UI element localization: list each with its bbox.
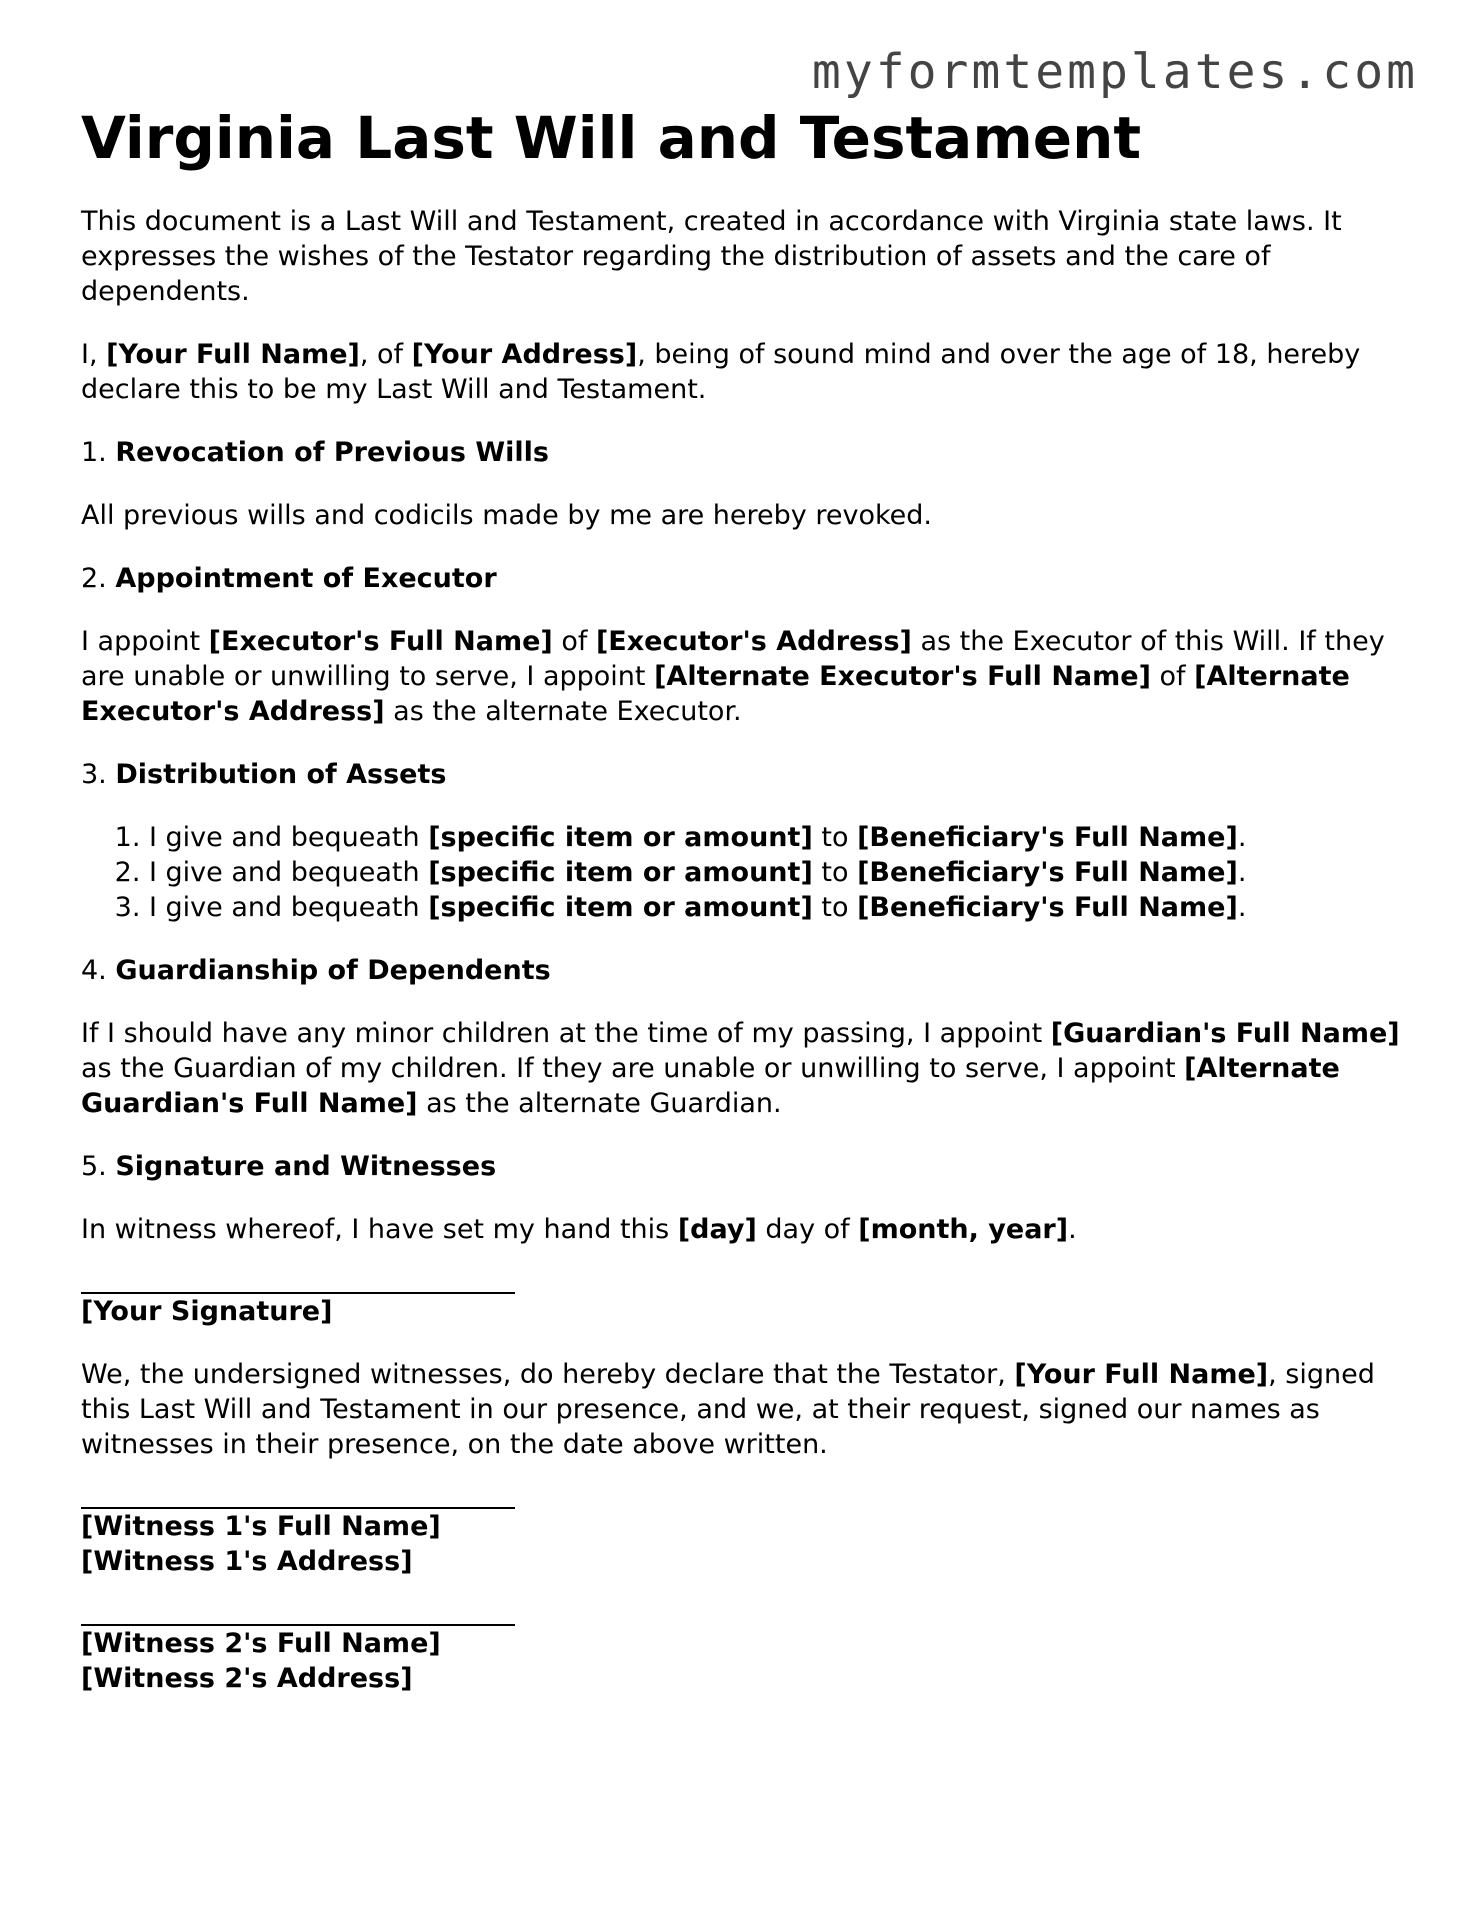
declaration-text: I, xyxy=(81,338,107,370)
bequest-text: . xyxy=(1237,856,1247,888)
bequest-text: I give and bequeath xyxy=(149,856,429,888)
section-number: 4. xyxy=(81,954,116,986)
executor-name-placeholder: [Executor's Full Name] xyxy=(208,625,553,657)
declaration-text: , of xyxy=(359,338,412,370)
witness-2-name: [Witness 2's Full Name] xyxy=(81,1627,441,1659)
witness-statement-text: We, the undersigned witnesses, do hereby declare that the Testator, xyxy=(81,1358,1015,1390)
witness-statement-text: , signed this Last Will and Testament in our presence, and we, at their request, signed our names as witnesses in their presence, on the date above written. xyxy=(81,1358,1375,1460)
section-number: 1. xyxy=(81,436,116,468)
section-number: 3. xyxy=(81,758,116,790)
executor-text: of xyxy=(1150,660,1195,692)
guardianship-text: If I should have any minor children at the time of my passing, I appoint xyxy=(81,1017,1051,1049)
executor-text: as the alternate Executor. xyxy=(384,695,742,727)
day-placeholder: [day] xyxy=(677,1213,757,1245)
section-title: Signature and Witnesses xyxy=(115,1150,497,1182)
guardianship-paragraph xyxy=(81,1016,1411,1121)
list-item xyxy=(149,890,1411,925)
list-item xyxy=(149,855,1411,890)
witness-2-address: [Witness 2's Address] xyxy=(81,1662,413,1694)
signature-text: day of xyxy=(756,1213,859,1245)
witness-whereof-paragraph xyxy=(81,1212,1411,1247)
intro-paragraph: This document is a Last Will and Testament, created in accordance with Virginia state laws. It expresses the wishes of the Testator regarding the distribution of assets and the care of dependents. xyxy=(81,205,1342,307)
bequest-text: . xyxy=(1237,821,1247,853)
watermark: myformtemplates.com xyxy=(811,44,1418,100)
executor-text: as the Executor of this Will. If they are unable or unwilling to serve, I appoint xyxy=(81,625,1385,692)
list-item xyxy=(149,820,1411,855)
item-placeholder: [specific item or amount] xyxy=(428,856,813,888)
executor-text: of xyxy=(552,625,596,657)
bequest-list xyxy=(81,820,1411,925)
witness-statement-paragraph xyxy=(81,1357,1411,1462)
witness-1-name: [Witness 1's Full Name] xyxy=(81,1510,441,1542)
bequest-text: to xyxy=(812,891,858,923)
bequest-text: . xyxy=(1237,891,1247,923)
executor-address-placeholder: [Executor's Address] xyxy=(595,625,912,657)
section-number: 2. xyxy=(81,562,116,594)
alternate-guardian-name-placeholder: [Alternate Guardian's Full Name] xyxy=(81,1052,1340,1119)
testator-name-placeholder: [Your Full Name] xyxy=(106,338,360,370)
guardian-name-placeholder: [Guardian's Full Name] xyxy=(1050,1017,1400,1049)
alternate-executor-address-placeholder: [Alternate Executor's Address] xyxy=(81,660,1350,727)
beneficiary-placeholder: [Beneficiary's Full Name] xyxy=(857,856,1238,888)
testator-name-placeholder: [Your Full Name] xyxy=(1014,1358,1269,1390)
section-title: Appointment of Executor xyxy=(115,562,497,594)
guardianship-text: as the alternate Guardian. xyxy=(417,1087,782,1119)
witness-1-address: [Witness 1's Address] xyxy=(81,1545,413,1577)
guardianship-text: as the Guardian of my children. If they are unable or unwilling to serve, I appoint xyxy=(81,1052,1185,1084)
section-heading-guardianship xyxy=(81,953,1411,988)
section-title: Revocation of Previous Wills xyxy=(115,436,549,468)
executor-paragraph xyxy=(81,624,1411,729)
bequest-text: to xyxy=(812,821,858,853)
section-heading-signature xyxy=(81,1149,1411,1184)
bequest-text: I give and bequeath xyxy=(149,821,429,853)
document-page xyxy=(81,104,1411,1696)
section-title: Guardianship of Dependents xyxy=(115,954,551,986)
item-placeholder: [specific item or amount] xyxy=(428,891,813,923)
section-number: 5. xyxy=(81,1150,116,1182)
executor-text: I appoint xyxy=(81,625,209,657)
beneficiary-placeholder: [Beneficiary's Full Name] xyxy=(857,821,1238,853)
bequest-text: I give and bequeath xyxy=(149,891,429,923)
declaration-text: , being of sound mind and over the age of 18, hereby declare this to be my Last Will and Testament. xyxy=(81,338,1361,405)
declaration-paragraph xyxy=(81,337,1411,407)
month-year-placeholder: [month, year] xyxy=(858,1213,1069,1245)
testator-signature-label: [Your Signature] xyxy=(81,1295,333,1327)
beneficiary-placeholder: [Beneficiary's Full Name] xyxy=(857,891,1238,923)
signature-text: . xyxy=(1068,1213,1077,1245)
testator-address-placeholder: [Your Address] xyxy=(411,338,638,370)
section-heading-revocation xyxy=(81,435,1411,470)
bequest-text: to xyxy=(812,856,858,888)
section-heading-distribution xyxy=(81,757,1411,792)
signature-text: In witness whereof, I have set my hand this xyxy=(81,1213,678,1245)
page-title: Virginia Last Will and Testament xyxy=(81,104,1142,172)
item-placeholder: [specific item or amount] xyxy=(428,821,813,853)
section-title: Distribution of Assets xyxy=(115,758,447,790)
section-heading-executor xyxy=(81,561,1411,596)
alternate-executor-name-placeholder: [Alternate Executor's Full Name] xyxy=(654,660,1151,692)
revocation-paragraph: All previous wills and codicils made by me are hereby revoked. xyxy=(81,499,932,531)
